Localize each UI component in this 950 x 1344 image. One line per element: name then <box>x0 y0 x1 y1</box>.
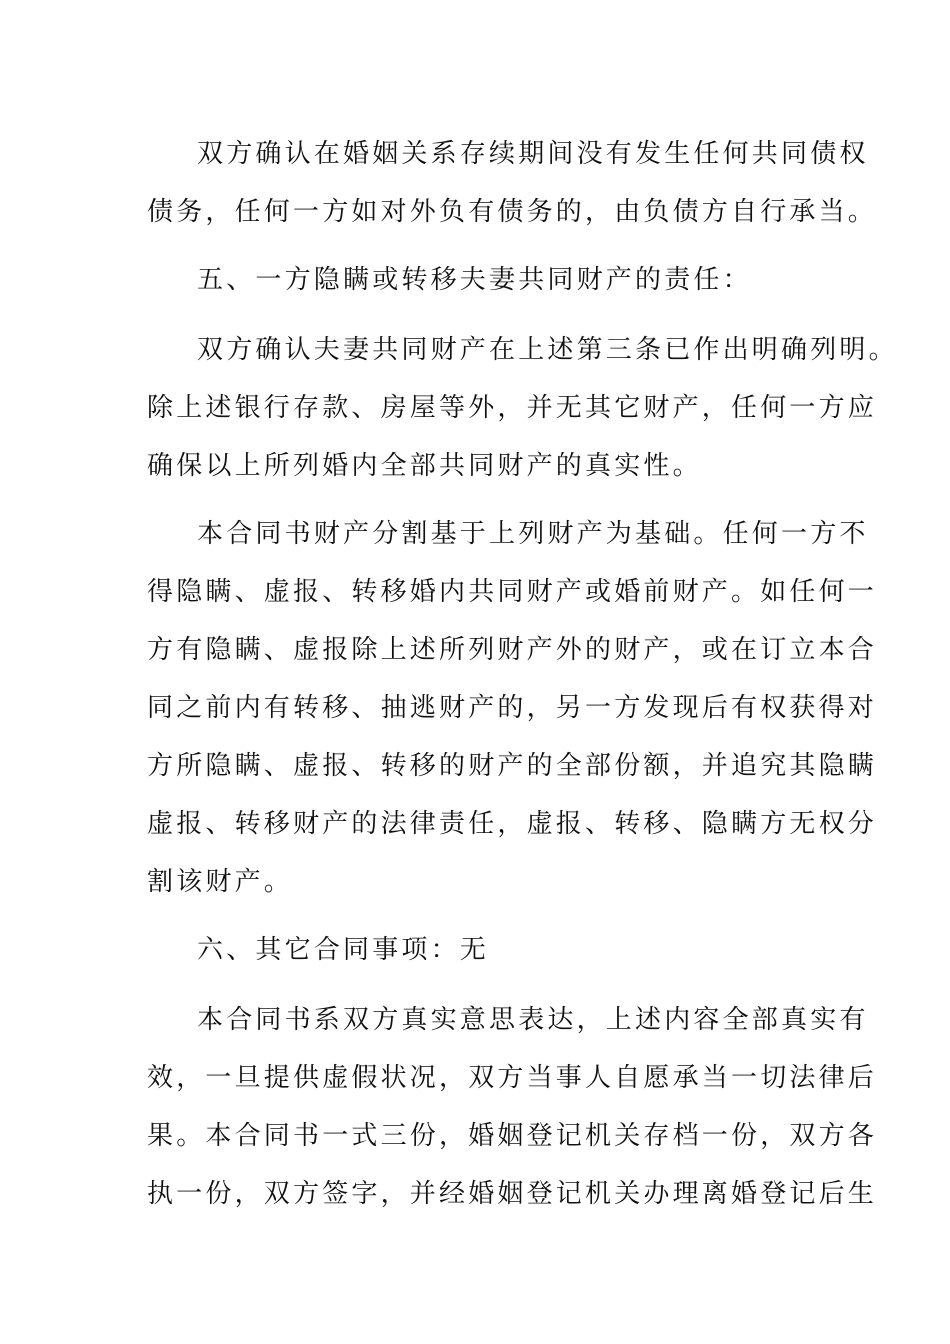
paragraph-property-line-3: 确保以上所列婚内全部共同财产的真实性。 <box>147 451 702 481</box>
paragraph-liability-line-6: 虚报、转移财产的法律责任，虚报、转移、隐瞒方无权分 <box>147 809 878 839</box>
section-six-heading: 六、其它合同事项：无 <box>197 935 490 965</box>
paragraph-closing-line-3: 果。本合同书一式三份，婚姻登记机关存档一份，双方各 <box>147 1121 878 1151</box>
paragraph-liability-line-4: 同之前内有转移、抽逃财产的，另一方发现后有权获得对 <box>147 693 878 723</box>
paragraph-liability-line-1: 本合同书财产分割基于上列财产为基础。任何一方不 <box>197 519 869 549</box>
paragraph-closing-line-4: 执一份，双方签字，并经婚姻登记机关办理离婚登记后生 <box>147 1179 878 1209</box>
paragraph-property-line-1: 双方确认夫妻共同财产在上述第三条已作出明确列明。 <box>197 335 898 365</box>
paragraph-property-line-2: 除上述银行存款、房屋等外，并无其它财产，任何一方应 <box>147 393 878 423</box>
paragraph-debt-line-1: 双方确认在婚姻关系存续期间没有发生任何共同债权 <box>197 139 869 169</box>
paragraph-liability-line-7: 割该财产。 <box>147 867 294 897</box>
paragraph-liability-line-3: 方有隐瞒、虚报除上述所列财产外的财产，或在订立本合 <box>147 635 878 665</box>
paragraph-debt-line-2: 债务，任何一方如对外负有债务的，由负债方自行承当。 <box>147 197 878 227</box>
paragraph-liability-line-2: 得隐瞒、虚报、转移婚内共同财产或婚前财产。如任何一 <box>147 577 878 607</box>
paragraph-closing-line-1: 本合同书系双方真实意思表达，上述内容全部真实有 <box>197 1005 869 1035</box>
paragraph-closing-line-2: 效，一旦提供虚假状况，双方当事人自愿承当一切法律后 <box>147 1063 878 1093</box>
section-five-heading: 五、一方隐瞒或转移夫妻共同财产的责任： <box>197 265 752 295</box>
paragraph-liability-line-5: 方所隐瞒、虚报、转移的财产的全部份额，并追究其隐瞒 <box>147 751 878 781</box>
